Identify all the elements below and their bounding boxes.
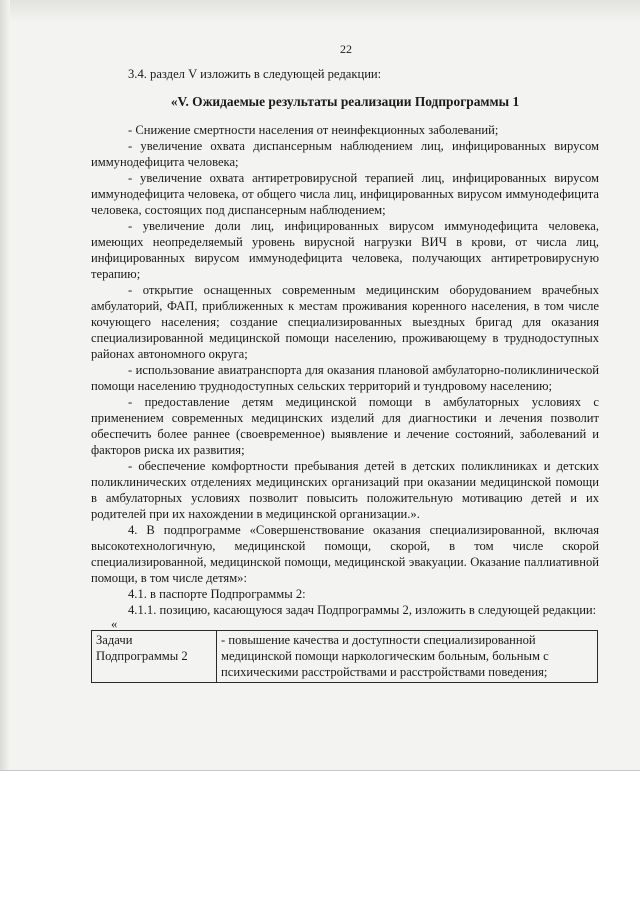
table-value-cell: - повышение качества и доступности специализированной медицинской помощи наркологическим больным, больным с психическими расстройствами и расстройствами поведения; bbox=[217, 631, 598, 683]
tasks-table bbox=[91, 630, 598, 683]
list-item: - предоставление детям медицинской помощи в амбулаторных условиях с применением современных медицинских изделий для диагностики и лечения позволит обеспечить более раннее (своевременное) выявление и лечение состояний, заболеваний и факторов риска их развития; bbox=[91, 395, 599, 457]
list-item: - открытие оснащенных современным медицинским оборудованием врачебных амбулаторий, ФАП, приближенных к местам проживания коренного населения, в том числе кочующего населения; создание специализированных выездных бригад для оказания специализированной медицинской помощи населению, проживающему в труднодоступных районах автономного округа; bbox=[91, 283, 599, 361]
list-item: - Снижение смертности населения от неинфекционных заболеваний; bbox=[128, 123, 499, 137]
table-row bbox=[92, 631, 598, 683]
scan-shadow-left bbox=[0, 0, 10, 770]
scan-shadow-top bbox=[0, 0, 640, 22]
list-item: - увеличение охвата антиретровирусной терапией лиц, инфицированных вирусом иммунодефицита человека, от общего числа лиц, инфицированных вирусом иммунодефицита человека, состоящих под диспансерным наблюдением; bbox=[91, 171, 599, 217]
list-item: - увеличение охвата диспансерным наблюдением лиц, инфицированных вирусом иммунодефицита человека; bbox=[91, 139, 599, 169]
paragraph-4: 4. В подпрограмме «Совершенствование оказания специализированной, включая высокотехнологичную, медицинской помощи, скорой, в том числе скорой специализированной, медицинской помощи, медицинской эвакуации. Оказание паллиативной помощи, в том числе детям»: bbox=[91, 523, 599, 585]
list-item: - обеспечение комфортности пребывания детей в детских поликлиниках и детских поликлинических отделениях медицинских организаций при оказании медицинской помощи в амбулаторных условиях позволит повысить положительную мотивацию детей и их родителей при их нахождении в медицинской организации.». bbox=[91, 459, 599, 521]
quote-open-mark: « bbox=[111, 617, 118, 631]
section-title: «V. Ожидаемые результаты реализации Подпрограммы 1 bbox=[170, 94, 520, 109]
intro-line: 3.4. раздел V изложить в следующей редакции: bbox=[128, 67, 382, 81]
paragraph-4-1-1: 4.1.1. позицию, касающуюся задач Подпрограммы 2, изложить в следующей редакции: bbox=[128, 603, 597, 617]
document-body bbox=[91, 66, 599, 683]
list-item: - увеличение доли лиц, инфицированных вирусом иммунодефицита человека, имеющих неопределяемый уровень вирусной нагрузки ВИЧ в крови, от числа лиц, инфицированных вирусом иммунодефицита человека, получающих антиретровирусную терапию; bbox=[91, 219, 599, 281]
list-item: - использование авиатранспорта для оказания плановой амбулаторно-поликлинической помощи населению труднодоступных сельских территорий и тундровому населению; bbox=[91, 363, 599, 393]
table-label-cell: Задачи Подпрограммы 2 bbox=[92, 631, 217, 683]
paragraph-4-1: 4.1. в паспорте Подпрограммы 2: bbox=[128, 587, 306, 601]
page-number: 22 bbox=[340, 42, 352, 56]
